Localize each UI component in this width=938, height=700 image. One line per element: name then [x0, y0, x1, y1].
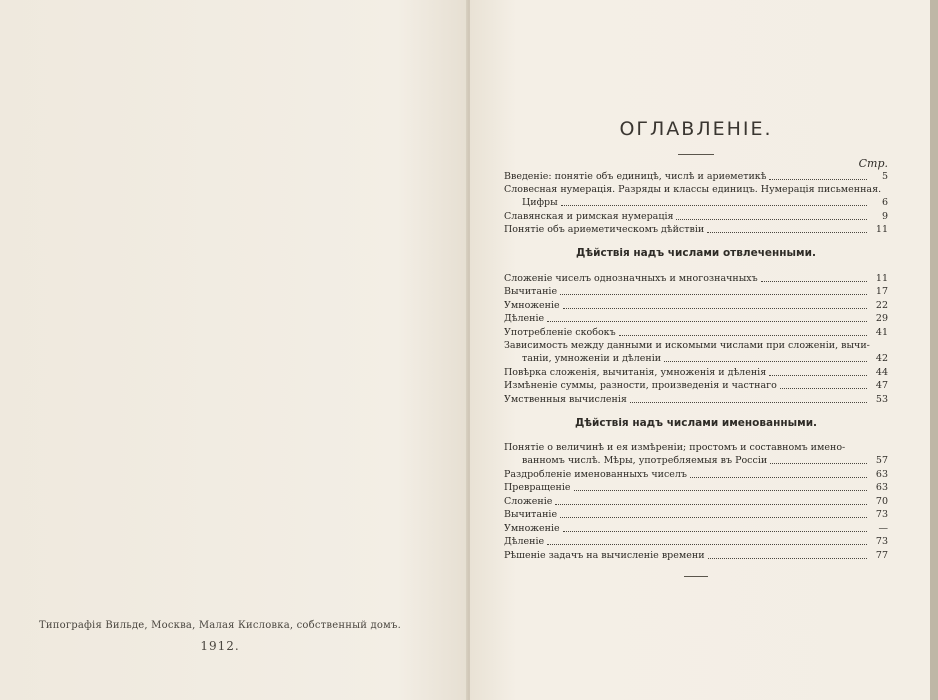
toc-entry-label: Сложеніе: [504, 495, 553, 507]
title-divider: [678, 154, 714, 155]
dot-leader: [770, 463, 867, 464]
toc-entry-page: 44: [875, 366, 888, 378]
dot-leader: [574, 490, 867, 491]
toc-entry-page: 29: [875, 313, 888, 324]
section-heading-named: Дѣйствія надъ числами именованными.: [574, 416, 818, 429]
toc-entry-label: Понятіе о величинѣ и ея измѣреніи; простомъ и составномъ имено-: [504, 441, 846, 453]
toc-entry: [504, 508, 888, 522]
toc-entry-page: 53: [875, 393, 888, 405]
dot-leader: [780, 388, 867, 389]
toc-entry-label: Введеніе: понятіе объ единицѣ, числѣ и ариѳметикѣ: [504, 170, 767, 182]
imprint-text: Типографія Вильде, Москва, Малая Кисловка, собственный домъ.: [39, 620, 401, 631]
toc-entry: [504, 365, 888, 379]
toc-entry: [504, 298, 888, 312]
toc-entry-page: 41: [875, 326, 888, 338]
page-edge: [930, 0, 938, 700]
toc-title: ОГЛАВЛЕНІЕ.: [619, 118, 773, 140]
toc-entry-label: Сложеніе чиселъ однозначныхъ и многозначныхъ: [504, 272, 758, 284]
toc-entry-label: Вычитаніе: [504, 286, 558, 297]
toc-entry: [504, 494, 888, 508]
toc-entry-label: Дѣленіе: [504, 313, 545, 324]
toc-entry: [504, 392, 888, 406]
toc-entry-label: Умноженіе: [504, 522, 560, 534]
toc-entry-label-continuation: Цифры: [522, 197, 558, 208]
table-of-contents: [504, 118, 888, 577]
toc-entry: [504, 535, 888, 549]
toc-entry-label: Дѣленіе: [504, 536, 545, 547]
dot-leader: [708, 558, 867, 559]
toc-entry-label: Зависимость между данными и искомыми числами при сложеніи, вычи-: [504, 339, 870, 351]
toc-entry-label: Умноженіе: [504, 299, 560, 311]
dot-leader: [560, 517, 867, 518]
toc-entry-label: Измѣненіе суммы, разности, произведенія и частнаго: [504, 380, 777, 391]
toc-entry: [504, 169, 888, 183]
toc-entry-label: Употребленіе скобокъ: [504, 326, 616, 338]
toc-entry-page: 73: [875, 509, 888, 520]
toc-entry: [504, 548, 888, 562]
toc-entry-page: 9: [881, 210, 888, 222]
toc-entry: [504, 223, 888, 237]
toc-entry-label: Рѣшеніе задачъ на вычисленіе времени: [504, 549, 705, 561]
toc-entry-page: 11: [875, 224, 888, 235]
toc-entry-label: Словесная нумерація. Разряды и классы единицъ. Нумерація письменная.: [504, 183, 882, 195]
dot-leader: [676, 219, 867, 220]
toc-entry-page: 47: [875, 380, 888, 391]
bottom-divider: [684, 576, 708, 577]
toc-entry: [504, 325, 888, 339]
toc-entry-label: Понятіе объ ариѳметическомъ дѣйствіи: [504, 224, 705, 235]
toc-entry-page: 22: [875, 299, 888, 311]
toc-entry: [504, 196, 888, 210]
toc-entry-page: 63: [875, 482, 888, 493]
printer-imprint: [30, 620, 410, 653]
toc-intro-list: [504, 169, 888, 236]
toc-entry-label-continuation: таніи, умноженіи и дѣленіи: [522, 353, 662, 364]
dot-leader: [761, 281, 867, 282]
toc-entry: [504, 454, 888, 468]
toc-entry-page: 57: [875, 455, 888, 466]
toc-entry: [504, 209, 888, 223]
toc-section-abstract-list: [504, 271, 888, 406]
toc-entry: [504, 481, 888, 495]
dot-leader: [619, 335, 867, 336]
toc-entry-page: 77: [875, 549, 888, 561]
toc-entry-page: 63: [875, 468, 888, 480]
dot-leader: [547, 544, 867, 545]
toc-entry-page: 6: [881, 197, 888, 208]
toc-entry: [504, 352, 888, 366]
toc-entry-page: 11: [875, 272, 888, 284]
dot-leader: [563, 531, 867, 532]
dot-leader: [547, 321, 867, 322]
toc-entry-label: Славянская и римская нумерація: [504, 210, 674, 222]
toc-entry-page: —: [878, 522, 888, 534]
toc-entry: [504, 521, 888, 535]
section-heading-abstract: Дѣйствія надъ числами отвлеченными.: [576, 247, 816, 259]
dot-leader: [707, 232, 867, 233]
left-page: [0, 0, 468, 700]
toc-entry-page: 73: [875, 536, 888, 547]
dot-leader: [664, 361, 867, 362]
dot-leader: [769, 179, 867, 180]
dot-leader: [563, 308, 867, 309]
toc-entry-label: Раздробленіе именованныхъ чиселъ: [504, 468, 687, 480]
page-column-label: Стр.: [858, 157, 888, 170]
dot-leader: [630, 402, 867, 403]
toc-entry: [504, 285, 888, 299]
toc-entry-label: Вычитаніе: [504, 509, 558, 520]
toc-entry-label: Умственныя вычисленія: [504, 393, 627, 405]
dot-leader: [690, 477, 867, 478]
toc-entry: [504, 312, 888, 326]
dot-leader: [769, 375, 867, 376]
toc-entry: [504, 379, 888, 393]
toc-section-named-list: [504, 441, 888, 562]
toc-entry: [504, 271, 888, 285]
toc-entry-label: Превращеніе: [504, 482, 571, 493]
toc-entry-page: 17: [875, 286, 888, 297]
dot-leader: [561, 205, 867, 206]
toc-entry-page: 5: [881, 170, 888, 182]
dot-leader: [555, 504, 867, 505]
toc-entry-page: 42: [875, 353, 888, 364]
toc-entry: [504, 467, 888, 481]
imprint-year: 1912.: [200, 639, 240, 653]
toc-entry-page: 70: [875, 495, 888, 507]
toc-entry-label-continuation: ванномъ числѣ. Мѣры, употребляемыя въ Россіи: [522, 455, 768, 466]
toc-entry-label: Повѣрка сложенія, вычитанія, умноженія и дѣленія: [504, 366, 767, 378]
dot-leader: [560, 294, 867, 295]
